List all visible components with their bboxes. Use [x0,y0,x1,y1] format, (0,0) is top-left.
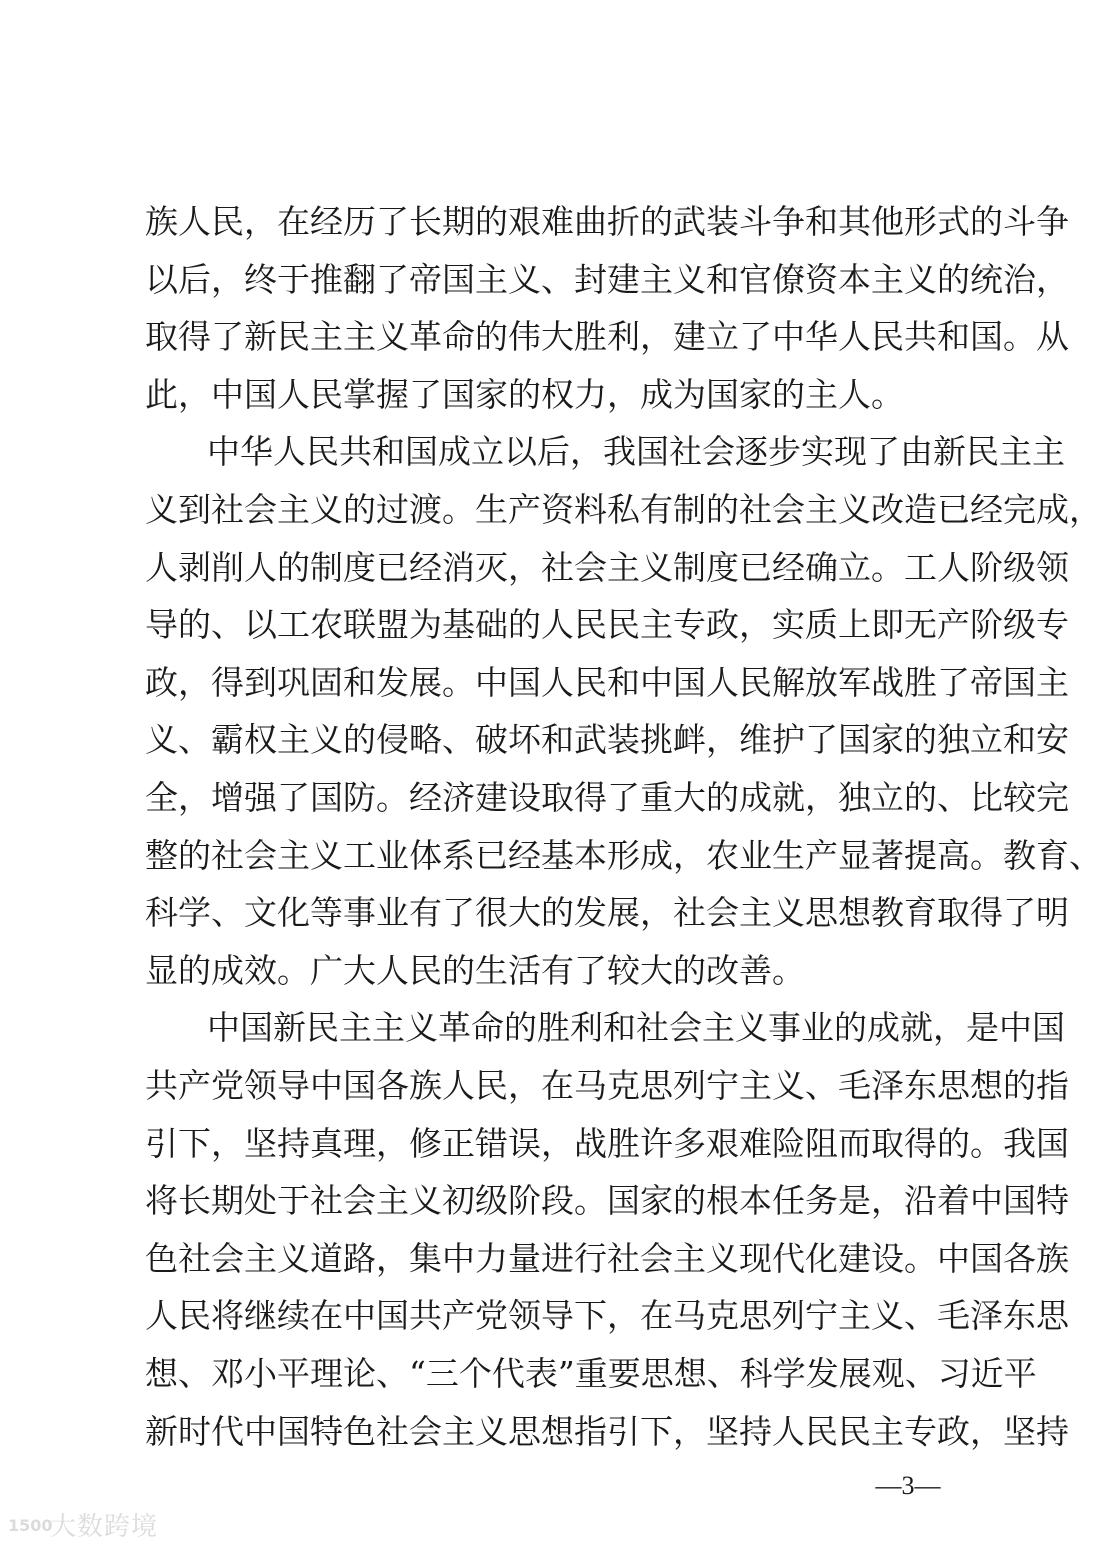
text-line: 导的、以工农联盟为基础的人民民主专政，实质上即无产阶级专 [145,605,1069,645]
text-line: 共产党领导中国各族人民，在马克思列宁主义、毛泽东思想的指 [145,1066,1069,1105]
text-line: 新时代中国特色社会主义思想指引下，坚持人民民主专政，坚持 [145,1411,1069,1451]
text-line: 色社会主义道路，集中力量进行社会主义现代化建设。中国各族 [145,1238,1069,1278]
watermark-logo-icon [6,1509,53,1539]
text-line: 此，中国人民掌握了国家的权力，成为国家的主人。 [145,374,904,414]
paragraph-first-line: 中华人民共和国成立以后，我国社会逐步实现了由新民主主 [207,432,1065,472]
text-line: 整的社会主义工业体系已经基本形成，农业生产显著提高。教育、 [145,835,1102,875]
watermark-text: 大数跨境 [50,1511,159,1542]
text-line: 义到社会主义的过渡。生产资料私有制的社会主义改造已经完成， [145,490,1102,529]
text-line: 显的成效。广大人民的生活有了较大的改善。 [145,950,805,990]
text-line: 科学、文化等事业有了很大的发展，社会主义思想教育取得了明 [145,893,1069,933]
text-line: 人剥削人的制度已经消灭，社会主义制度已经确立。工人阶级领 [145,547,1069,587]
text-line: 以后，终于推翻了帝国主义、封建主义和官僚资本主义的统治， [145,259,1069,299]
text-line: 全，增强了国防。经济建设取得了重大的成就，独立的、比较完 [145,778,1069,817]
text-line: 取得了新民主主义革命的伟大胜利，建立了中华人民共和国。从 [145,317,1069,357]
svg-text:1500: 1500 [8,1516,53,1536]
text-line: 将长期处于社会主义初级阶段。国家的根本任务是，沿着中国特 [145,1181,1069,1221]
text-line: 族人民，在经历了长期的艰难曲折的武装斗争和其他形式的斗争 [145,202,1069,241]
text-line: 义、霸权主义的侵略、破坏和武装挑衅，维护了国家的独立和安 [145,720,1069,760]
text-line: 想、邓小平理论、“三个代表”重要思想、科学发展观、习近平 [145,1354,1037,1393]
text-line: 人民将继续在中国共产党领导下，在马克思列宁主义、毛泽东思 [145,1296,1069,1336]
watermark [6,1504,158,1544]
page-number: —3— [875,1471,941,1501]
text-line: 引下，坚持真理，修正错误，战胜许多艰难险阻而取得的。我国 [145,1123,1069,1163]
paragraph-first-line: 中国新民主主义革命的胜利和社会主义事业的成就，是中国 [207,1008,1065,1048]
text-line: 政，得到巩固和发展。中国人民和中国人民解放军战胜了帝国主 [145,662,1069,702]
